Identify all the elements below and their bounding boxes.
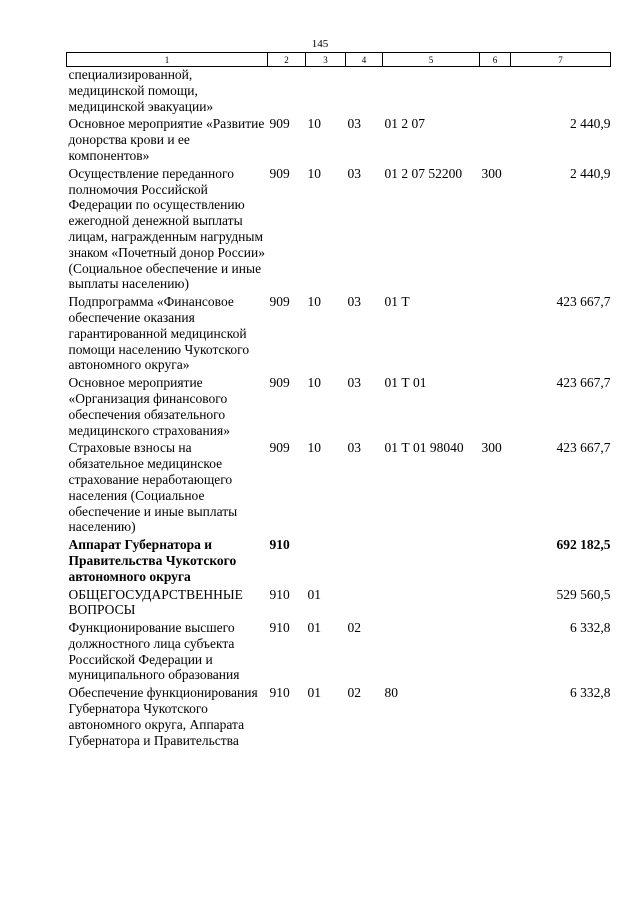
row-admin-code: 910 xyxy=(269,685,290,701)
row-expense-type xyxy=(480,292,511,373)
table-row xyxy=(67,438,611,535)
row-subsection-code: 02 xyxy=(347,620,361,636)
row-section-code: 10 xyxy=(307,440,321,456)
row-amount: 6 332,8 xyxy=(570,685,611,701)
row-target-article: 01 Т 01 98040 xyxy=(384,440,464,456)
row-name: Аппарат Губернатора и Правительства Чукотского автономного округа xyxy=(68,537,237,584)
row-admin-code: 910 xyxy=(269,537,290,553)
col-header-4: 4 xyxy=(346,53,383,67)
row-admin-code: 909 xyxy=(269,294,290,310)
row-name: Подпрограмма «Финансовое обеспечение оказания гарантированной медицинской помощи населению Чукотского автономного округа» xyxy=(68,294,250,373)
row-target-article xyxy=(383,535,480,584)
col-header-1: 1 xyxy=(67,53,268,67)
row-admin-code: 910 xyxy=(269,586,290,602)
table-row xyxy=(67,585,611,619)
row-subsection-code: 03 xyxy=(347,375,361,391)
row-amount: 692 182,5 xyxy=(556,537,611,553)
row-target-article xyxy=(383,67,480,115)
table-row xyxy=(67,683,611,748)
row-name: Страховые взносы на обязательное медицинское страхование неработающего населения (Социальное обеспечение и иные выплаты населению) xyxy=(68,440,238,535)
row-admin-code: 909 xyxy=(269,440,290,456)
row-section-code: 01 xyxy=(307,685,321,701)
col-header-3: 3 xyxy=(306,53,346,67)
row-amount: 2 440,9 xyxy=(570,165,611,181)
table-row xyxy=(67,164,611,292)
row-subsection-code xyxy=(346,535,383,584)
row-expense-type: 300 xyxy=(481,440,502,456)
column-number-header xyxy=(67,53,611,67)
row-subsection-code: 03 xyxy=(347,165,361,181)
table-row xyxy=(67,373,611,438)
page-number: 145 xyxy=(311,38,329,50)
row-section-code: 10 xyxy=(307,375,321,391)
row-admin-code: 910 xyxy=(269,620,290,636)
row-target-article: 80 xyxy=(384,685,398,701)
row-name: Функционирование высшего должностного лица субъекта Российской Федерации и муниципального образования xyxy=(68,620,240,683)
row-target-article: 01 2 07 52200 xyxy=(384,165,463,181)
row-name: ОБЩЕГОСУДАРСТВЕННЫЕ ВОПРОСЫ xyxy=(68,586,243,618)
row-target-article: 01 Т 01 xyxy=(384,375,427,391)
row-amount: 423 667,7 xyxy=(556,375,611,391)
col-header-6: 6 xyxy=(480,53,511,67)
row-amount: 423 667,7 xyxy=(556,440,611,456)
row-target-article xyxy=(383,585,480,619)
row-subsection-code: 03 xyxy=(347,440,361,456)
budget-table xyxy=(66,52,611,748)
row-expense-type xyxy=(480,67,511,115)
row-expense-type xyxy=(480,585,511,619)
row-admin-code: 909 xyxy=(269,375,290,391)
table-row xyxy=(67,114,611,163)
row-name: специализированной, медицинской помощи, медицинской эвакуации» xyxy=(68,67,214,114)
row-subsection-code: 03 xyxy=(347,294,361,310)
row-expense-type: 300 xyxy=(481,165,502,181)
row-section-code: 10 xyxy=(307,294,321,310)
row-admin-code: 909 xyxy=(269,116,290,132)
row-target-article: 01 2 07 xyxy=(384,116,425,132)
row-expense-type xyxy=(480,535,511,584)
row-admin-code xyxy=(268,67,306,115)
row-section-code: 01 xyxy=(307,620,321,636)
table-row xyxy=(67,67,611,115)
row-expense-type xyxy=(480,683,511,748)
row-amount: 529 560,5 xyxy=(556,586,611,602)
row-name: Основное мероприятие «Развитие донорства крови и ее компонентов» xyxy=(68,116,265,163)
row-section-code xyxy=(306,535,346,584)
row-amount: 2 440,9 xyxy=(570,116,611,132)
row-expense-type xyxy=(480,373,511,438)
row-target-article: 01 Т xyxy=(384,294,410,310)
row-name: Обеспечение функционирования Губернатора Чукотского автономного округа, Аппарата Губернатора и Правительства xyxy=(68,685,258,748)
row-section-code: 01 xyxy=(307,586,321,602)
table-row xyxy=(67,535,611,584)
row-amount: 6 332,8 xyxy=(570,620,611,636)
row-amount: 423 667,7 xyxy=(556,294,611,310)
row-subsection-code xyxy=(346,585,383,619)
col-header-5: 5 xyxy=(383,53,480,67)
row-expense-type xyxy=(480,114,511,163)
row-section-code: 10 xyxy=(307,165,321,181)
table-row xyxy=(67,292,611,373)
row-expense-type xyxy=(480,618,511,683)
row-target-article xyxy=(383,618,480,683)
row-section-code xyxy=(306,67,346,115)
row-section-code: 10 xyxy=(307,116,321,132)
row-subsection-code xyxy=(346,67,383,115)
row-amount xyxy=(511,67,611,115)
col-header-2: 2 xyxy=(268,53,306,67)
table-body xyxy=(67,67,611,749)
col-header-7: 7 xyxy=(511,53,611,67)
row-subsection-code: 02 xyxy=(347,685,361,701)
row-subsection-code: 03 xyxy=(347,116,361,132)
row-name: Основное мероприятие «Организация финансового обеспечения обязательного медицинского страхования» xyxy=(68,375,230,438)
table-row xyxy=(67,618,611,683)
row-name: Осуществление переданного полномочия Российской Федерации по осуществлению ежегодной денежной выплаты лицам, награжденным нагрудным знаком «Почетный донор России» (Социальное обеспечение и иные выплаты населению) xyxy=(68,165,265,292)
row-admin-code: 909 xyxy=(269,165,290,181)
